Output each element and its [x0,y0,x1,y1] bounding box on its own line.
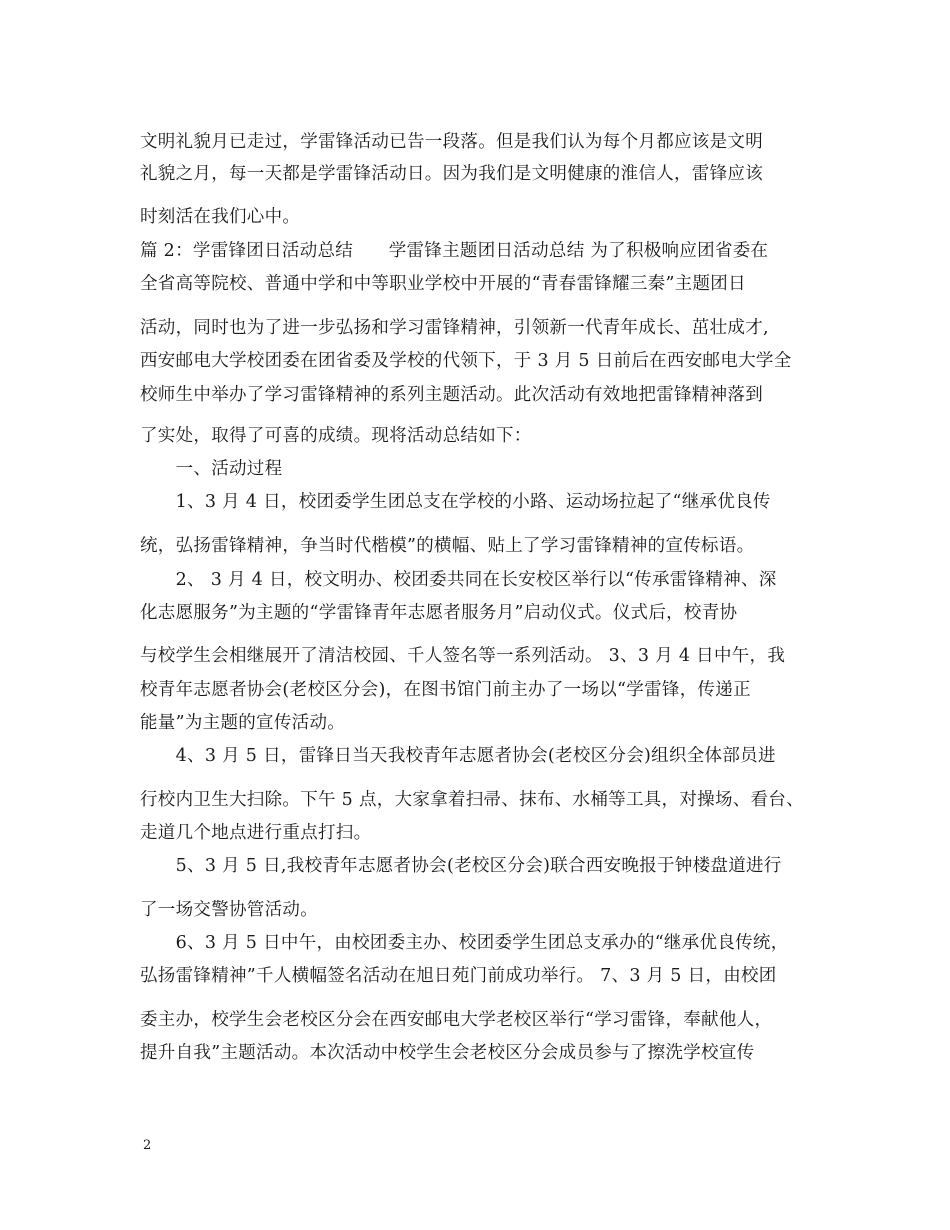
text-line: 活动，同时也为了进一步弘扬和学习雷锋精神，引领新一代青年成长、茁壮成才, [140,318,769,338]
text-line: 篇 2：学雷锋团日活动总结 学雷锋主题团日活动总结 为了积极响应团省委在 [140,241,769,261]
text-line: 礼貌之月，每一天都是学雷锋活动日。因为我们是文明健康的淮信人，雷锋应该 [140,164,763,184]
text-line: 5、3 月 5 日,我校青年志愿者协会(老校区分会)联合西安晚报于钟楼盘道进行 [140,856,782,876]
text-line: 走道几个地点进行重点打扫。 [140,823,372,843]
text-line: 弘扬雷锋精神”千人横幅签名活动在旭日苑门前成功举行。 7、3 月 5 日，由校团 [140,966,777,986]
text-line: 1、3 月 4 日，校团委学生团总支在学校的小路、运动场拉起了“继承优良传 [140,492,771,512]
text-line: 行校内卫生大扫除。下午 5 点，大家拿着扫帚、抹布、水桶等工具，对操场、看台、 [140,790,804,810]
text-line: 与校学生会相继展开了清洁校园、千人签名等一系列活动。 3、3 月 4 日中午，我 [140,646,786,666]
text-line: 校青年志愿者协会(老校区分会)，在图书馆门前主办了一场以“学雷锋，传递正 [140,680,751,700]
text-line: 西安邮电大学校团委在团省委及学校的代领下，于 3 月 5 日前后在西安邮电大学全 [140,351,792,371]
text-line: 2、 3 月 4 日，校文明办、校团委共同在长安校区举行以“传承雷锋精神、深 [140,570,777,590]
text-line: 文明礼貌月已走过，学雷锋活动已告一段落。但是我们认为每个月都应该是文明 [140,132,763,152]
text-line: 统，弘扬雷锋精神，争当时代楷模”的横幅、贴上了学习雷锋精神的宣传标语。 [140,536,755,556]
text-line: 了实处，取得了可喜的成绩。现将活动总结如下： [140,426,532,446]
text-line: 化志愿服务”为主题的“学雷锋青年志愿者服务月”启动仪式。仪式后，校青协 [140,603,738,623]
text-line: 4、3 月 5 日，雷锋日当天我校青年志愿者协会(老校区分会)组织全体部员进 [140,746,776,766]
text-line: 提升自我”主题活动。本次活动中校学生会老校区分会成员参与了擦洗学校宣传 [140,1043,755,1063]
text-line: 时刻活在我们心中。 [140,207,301,227]
text-line: 全省高等院校、普通中学和中等职业学校中开展的“青春雷锋耀三秦”主题团日 [140,274,746,294]
text-line: 了一场交警协管活动。 [140,900,318,920]
page-number: 2 [143,1138,152,1153]
text-line: 能量”为主题的宣传活动。 [140,713,346,733]
text-line: 校师生中举办了学习雷锋精神的系列主题活动。此次活动有效地把雷锋精神落到 [140,385,763,405]
section-heading: 一、活动过程 [140,459,283,479]
text-line: 委主办，校学生会老校区分会在西安邮电大学老校区举行“学习雷锋，奉献他人， [140,1010,773,1030]
text-line: 6、3 月 5 日中午，由校团委主办、校团委学生团总支承办的“继承优良传统， [140,933,789,953]
